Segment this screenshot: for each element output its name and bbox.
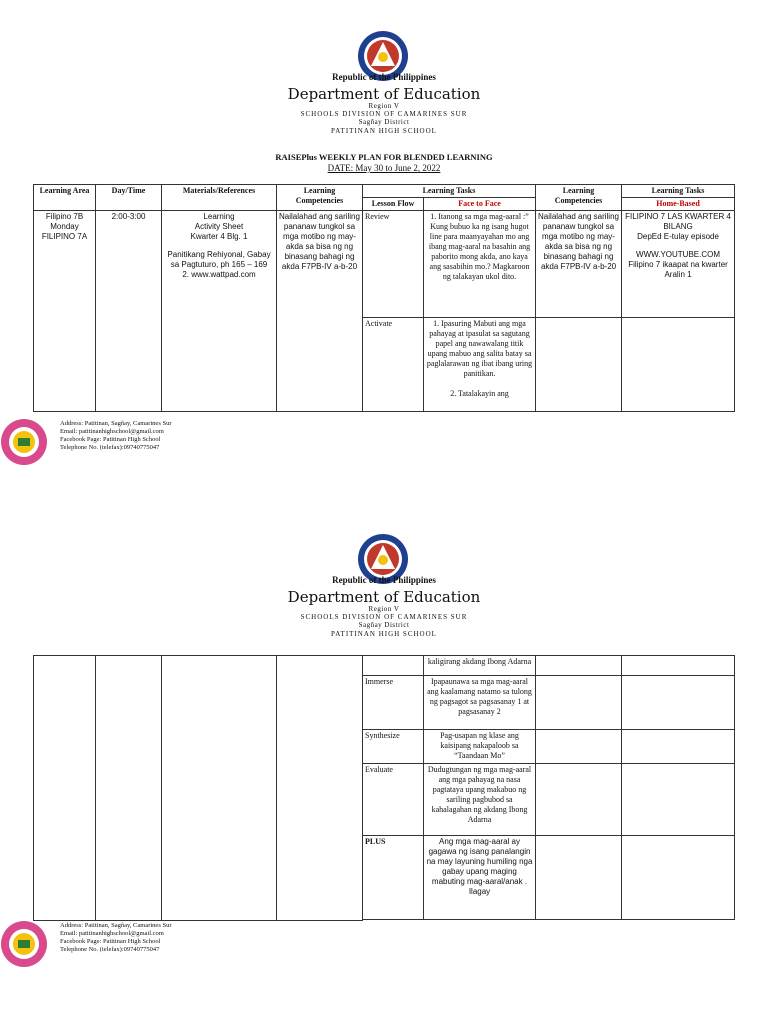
empty-cell bbox=[536, 676, 622, 730]
home-line: Aralin 1 bbox=[664, 270, 692, 279]
col-home-based: Home-Based bbox=[622, 198, 735, 211]
home-line: WWW.YOUTUBE.COM bbox=[636, 250, 721, 259]
empty-cell bbox=[622, 656, 735, 676]
empty-cell bbox=[277, 656, 363, 921]
division-label: SCHOOLS DIVISION OF CAMARINES SUR bbox=[300, 613, 468, 621]
empty-cell bbox=[536, 836, 622, 920]
lesson-flow-activate: Activate bbox=[363, 318, 424, 412]
department-title: Department of Education bbox=[287, 85, 481, 103]
continued-text-cell: kaligirang akdang Ibong Adarna bbox=[424, 656, 536, 676]
footer-email: Email: patitinanhighschool@gmail.com bbox=[60, 428, 164, 435]
lesson-flow-immerse: Immerse bbox=[363, 676, 424, 730]
weekly-plan-table-continued bbox=[33, 655, 735, 921]
empty-cell bbox=[622, 676, 735, 730]
col-face-to-face: Face to Face bbox=[424, 198, 536, 211]
document-page-2 bbox=[0, 505, 768, 1024]
footer-address: Address: Patitinan, Sagñay, Camarines Sur bbox=[60, 922, 172, 929]
district-label: Sagñay District bbox=[358, 621, 410, 629]
plan-title: RAISEPlus WEEKLY PLAN FOR BLENDED LEARNING bbox=[275, 152, 493, 162]
document-page-1 bbox=[0, 0, 768, 490]
area-line: Filipino 7B bbox=[45, 212, 84, 221]
footer-contact bbox=[60, 420, 172, 452]
home-line: Filipino 7 ikaapat na kwarter bbox=[628, 260, 728, 269]
footer-facebook: Facebook Page: Patitinan High School bbox=[60, 938, 161, 945]
empty-cell bbox=[622, 318, 735, 412]
lesson-flow-evaluate: Evaluate bbox=[363, 764, 424, 836]
review-text-cell: 1. Itanong sa mga mag-aaral :” Kung bubuo ka ng isang hugot line para maanyayahan mo ang ibang mag-aaral na basahin ang paborito mong akda, ano kaya ang sasabihin mo.? Magkaroon ng talakayan ukol dito. bbox=[424, 211, 536, 318]
district-label: Sagñay District bbox=[358, 118, 410, 126]
col-materials: Materials/References bbox=[162, 185, 277, 211]
evaluate-text-cell: Dudugtungan ng mga mag-aaral ang mga pahayag na nasa pagtataya upang makabuo ng sariling pagbubod sa kahalagahan ng akdang Ibong Adarna bbox=[424, 764, 536, 836]
division-label: SCHOOLS DIVISION OF CAMARINES SUR bbox=[300, 110, 468, 118]
competency-2-cell: Nailalahad ang sariling pananaw tungkol sa mga motibo ng may-akda sa bisa ng ng binasang bahagi ng akda F7PB-IV a-b-20 bbox=[536, 211, 622, 318]
empty-cell bbox=[622, 836, 735, 920]
col-day-time: Day/Time bbox=[96, 185, 162, 211]
immerse-text-cell: Ipapaunawa sa mga mag-aaral ang kaalamang natamo sa tulong ng pagsagot sa pagsasanay 1 at pagsasanay 2 bbox=[424, 676, 536, 730]
plus-text-cell: Ang mga mag-aaral ay gagawa ng isang panalangin na may layuning humiling nga gabay upang maging mabuting mag-aaral/anak . Ilagay bbox=[424, 836, 536, 920]
col-competencies: Learning Competencies bbox=[277, 185, 363, 211]
lesson-flow-synthesize: Synthesize bbox=[363, 730, 424, 764]
plan-date: DATE: May 30 to June 2, 2022 bbox=[327, 163, 441, 173]
learning-area-cell bbox=[34, 211, 96, 412]
school-label: PATITINAN HIGH SCHOOL bbox=[331, 127, 437, 135]
empty-cell bbox=[162, 656, 277, 921]
footer-address: Address: Patitinan, Sagñay, Camarines Sur bbox=[60, 420, 172, 427]
col-learning-tasks-2: Learning Tasks bbox=[622, 185, 735, 198]
materials-line: 2. www.wattpad.com bbox=[182, 270, 256, 279]
lesson-flow-review: Review bbox=[363, 211, 424, 318]
col-learning-area: Learning Area bbox=[34, 185, 96, 211]
region-label: Region V bbox=[368, 605, 400, 613]
empty-cell bbox=[536, 318, 622, 412]
empty-cell bbox=[536, 764, 622, 836]
materials-line: Learning bbox=[203, 212, 235, 221]
footer-email: Email: patitinanhighschool@gmail.com bbox=[60, 930, 164, 937]
school-logo-icon bbox=[0, 418, 48, 466]
footer-facebook: Facebook Page: Patitinan High School bbox=[60, 436, 161, 443]
empty-cell bbox=[536, 730, 622, 764]
footer bbox=[0, 920, 300, 970]
area-line: Monday bbox=[50, 222, 79, 231]
footer-telephone: Telephone No. (telefax):09740775047 bbox=[60, 444, 160, 451]
empty-cell bbox=[536, 920, 622, 921]
col-learning-tasks: Learning Tasks bbox=[363, 185, 536, 198]
footer-contact bbox=[60, 922, 172, 954]
table-row bbox=[34, 656, 735, 676]
school-logo-icon bbox=[0, 920, 48, 968]
materials-line: Panitikang Rehiyonal, Gabay sa Pagtuturo, ph 165 – 169 bbox=[167, 250, 271, 269]
empty-cell bbox=[363, 656, 424, 676]
home-line: FILIPINO 7 LAS KWARTER 4 BILANG bbox=[625, 212, 731, 231]
col-lesson-flow: Lesson Flow bbox=[363, 198, 424, 211]
activate-text-cell bbox=[424, 318, 536, 412]
area-line: FILIPINO 7A bbox=[41, 232, 88, 241]
republic-label: Republic of the Philippines bbox=[332, 72, 436, 82]
materials-line: Kwarter 4 Blg. 1 bbox=[190, 232, 248, 241]
region-label: Region V bbox=[368, 102, 400, 110]
department-title: Department of Education bbox=[287, 588, 481, 606]
empty-cell bbox=[363, 920, 424, 921]
empty-cell bbox=[424, 920, 536, 921]
materials-cell bbox=[162, 211, 277, 412]
competency-cell: Nailalahad ang sariling pananaw tungkol sa mga motibo ng may-akda sa bisa ng ng binasang bahagi ng akda F7PB-IV a-b-20 bbox=[277, 211, 363, 412]
home-based-cell bbox=[622, 211, 735, 318]
footer-telephone: Telephone No. (telefax):09740775047 bbox=[60, 946, 160, 953]
table-row bbox=[34, 211, 735, 318]
empty-cell bbox=[622, 764, 735, 836]
synthesize-text-cell: Pag-usapan ng klase ang kaisipang nakapaloob sa “Taandaan Mo” bbox=[424, 730, 536, 764]
activate-text: 2. Tatalakayin ang bbox=[450, 389, 509, 398]
activate-text: 1. Ipasuring Mabuti ang mga pahayag at ipasulat sa sagutang papel ang nawawalang titik upang mabuo ang salita batay sa paglalarawan ng ibat ibang uring panitikan. bbox=[426, 319, 533, 378]
lesson-flow-plus: PLUS bbox=[363, 836, 424, 920]
day-time-cell: 2:00-3:00 bbox=[96, 211, 162, 412]
empty-cell bbox=[622, 920, 735, 921]
empty-cell bbox=[96, 656, 162, 921]
table-header-row bbox=[34, 185, 735, 198]
weekly-plan-table bbox=[33, 184, 735, 412]
empty-cell bbox=[622, 730, 735, 764]
col-competencies-2: Learning Competencies bbox=[536, 185, 622, 211]
materials-line: Activity Sheet bbox=[194, 222, 244, 231]
home-line: DepEd E-tulay episode bbox=[637, 232, 719, 241]
school-label: PATITINAN HIGH SCHOOL bbox=[331, 630, 437, 638]
footer bbox=[0, 418, 300, 468]
republic-label: Republic of the Philippines bbox=[332, 575, 436, 585]
empty-cell bbox=[536, 656, 622, 676]
empty-cell bbox=[34, 656, 96, 921]
